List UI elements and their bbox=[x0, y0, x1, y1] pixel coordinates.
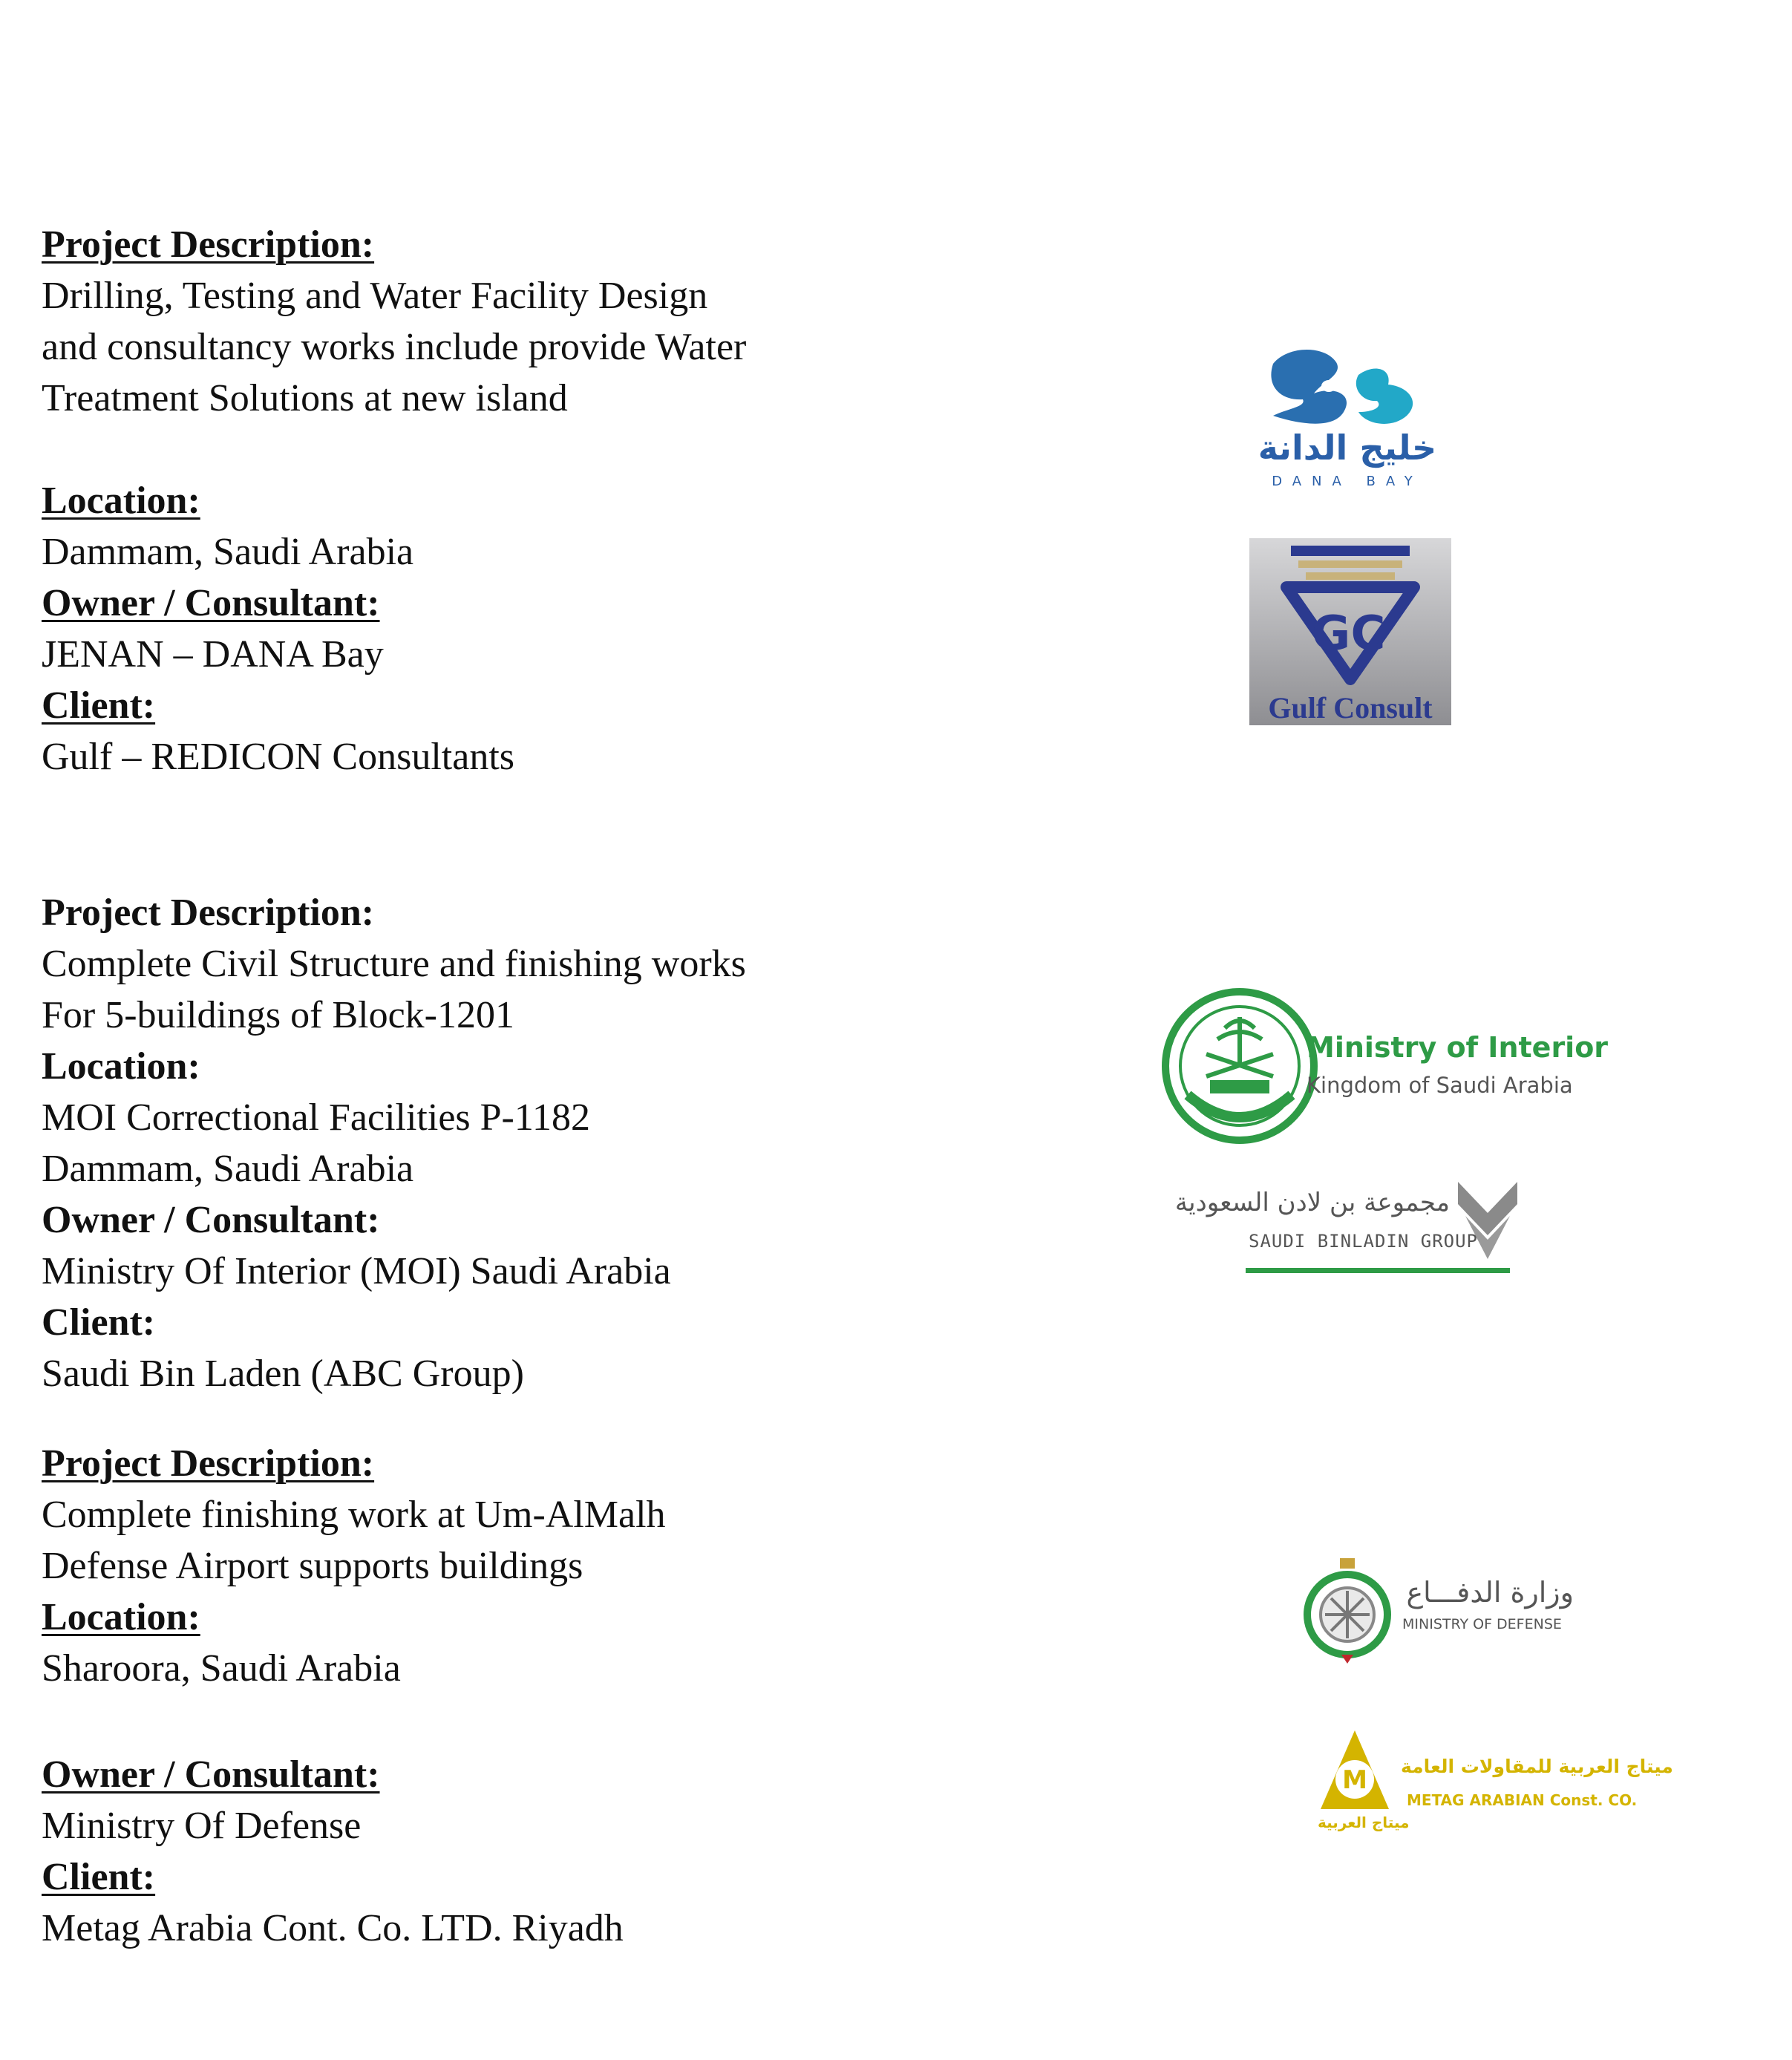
spacer bbox=[42, 1694, 962, 1749]
owner-consultant-value: JENAN – DANA Bay bbox=[42, 633, 384, 676]
mod-arabic-text: وزارة الدفـــاع bbox=[1406, 1576, 1574, 1609]
binladin-underline bbox=[1246, 1268, 1510, 1273]
client-label: Client: bbox=[42, 684, 156, 727]
project-description-label: Project Description: bbox=[42, 892, 375, 934]
project-description-line: Drilling, Testing and Water Facility Design bbox=[42, 275, 708, 317]
location-value: Sharoora, Saudi Arabia bbox=[42, 1647, 401, 1690]
gulf-consult-emblem-icon bbox=[1249, 538, 1451, 687]
dana-bay-emblem-icon bbox=[1184, 341, 1511, 494]
location-value: MOI Correctional Facilities P-1182 bbox=[42, 1096, 590, 1139]
dana-bay-arabic-text: خليج الدانة bbox=[1258, 428, 1437, 468]
location-value: Dammam, Saudi Arabia bbox=[42, 1148, 414, 1190]
moi-subtitle-text: Kingdom of Saudi Arabia bbox=[1307, 1073, 1573, 1098]
client-value: Saudi Bin Laden (ABC Group) bbox=[42, 1353, 524, 1395]
project-1 bbox=[42, 219, 962, 782]
client-label: Client: bbox=[42, 1856, 156, 1898]
location-value: Dammam, Saudi Arabia bbox=[42, 531, 414, 573]
project-description-label: Project Description: bbox=[42, 1442, 375, 1485]
mod-english-text: MINISTRY OF DEFENSE bbox=[1402, 1616, 1562, 1632]
project-description-line: Complete Civil Structure and finishing works bbox=[42, 943, 746, 985]
moi-emblem-icon bbox=[1158, 984, 1321, 1148]
project-3 bbox=[42, 1438, 962, 1954]
metag-arabic-text: ميتاج العربية للمقاولات العامة bbox=[1401, 1756, 1673, 1777]
metag-emblem-icon bbox=[1318, 1726, 1392, 1815]
moi-title-text: Ministry of Interior bbox=[1307, 1031, 1609, 1064]
location-label: Location: bbox=[42, 480, 200, 522]
dana-bay-logo bbox=[1184, 341, 1511, 494]
binladin-english-text: SAUDI BINLADIN GROUP bbox=[1249, 1231, 1478, 1252]
project-description-line: Treatment Solutions at new island bbox=[42, 377, 568, 419]
project-description-label: Project Description: bbox=[42, 223, 375, 266]
svg-text:G: G bbox=[1311, 606, 1351, 661]
spacer bbox=[42, 424, 962, 475]
project-description-line: For 5-buildings of Block-1201 bbox=[42, 994, 514, 1036]
client-label: Client: bbox=[42, 1301, 156, 1344]
gulf-consult-text: Gulf Consult bbox=[1268, 691, 1433, 725]
mod-logo bbox=[1303, 1555, 1574, 1667]
project-2 bbox=[42, 887, 962, 1399]
metag-english-text: METAG ARABIAN Const. CO. bbox=[1407, 1791, 1638, 1809]
owner-consultant-label: Owner / Consultant: bbox=[42, 1199, 380, 1241]
owner-consultant-value: Ministry Of Defense bbox=[42, 1805, 362, 1847]
client-value: Metag Arabia Cont. Co. LTD. Riyadh bbox=[42, 1907, 624, 1949]
binladin-arabic-text: مجموعة بن لادن السعودية bbox=[1174, 1188, 1450, 1217]
metag-arabic-sub-text: ميتاج العربية bbox=[1318, 1814, 1410, 1831]
project-description-line: Complete finishing work at Um-AlMalh bbox=[42, 1494, 666, 1536]
project-description-line: and consultancy works include provide Water bbox=[42, 326, 747, 368]
location-label: Location: bbox=[42, 1596, 200, 1638]
metag-logo bbox=[1318, 1726, 1673, 1845]
mod-emblem-icon bbox=[1303, 1555, 1392, 1667]
gulf-consult-logo bbox=[1249, 538, 1451, 725]
location-label: Location: bbox=[42, 1045, 200, 1088]
owner-consultant-value: Ministry Of Interior (MOI) Saudi Arabia bbox=[42, 1250, 671, 1292]
svg-text:M: M bbox=[1342, 1765, 1367, 1795]
dana-bay-english-text: DANA BAY bbox=[1272, 474, 1423, 489]
client-value: Gulf – REDICON Consultants bbox=[42, 736, 514, 778]
svg-text:C: C bbox=[1350, 606, 1386, 661]
project-description-line: Defense Airport supports buildings bbox=[42, 1545, 583, 1587]
owner-consultant-label: Owner / Consultant: bbox=[42, 1753, 380, 1796]
binladin-logo bbox=[1174, 1174, 1520, 1278]
binladin-emblem-icon bbox=[1455, 1174, 1520, 1260]
moi-logo bbox=[1158, 984, 1609, 1151]
owner-consultant-label: Owner / Consultant: bbox=[42, 582, 380, 624]
